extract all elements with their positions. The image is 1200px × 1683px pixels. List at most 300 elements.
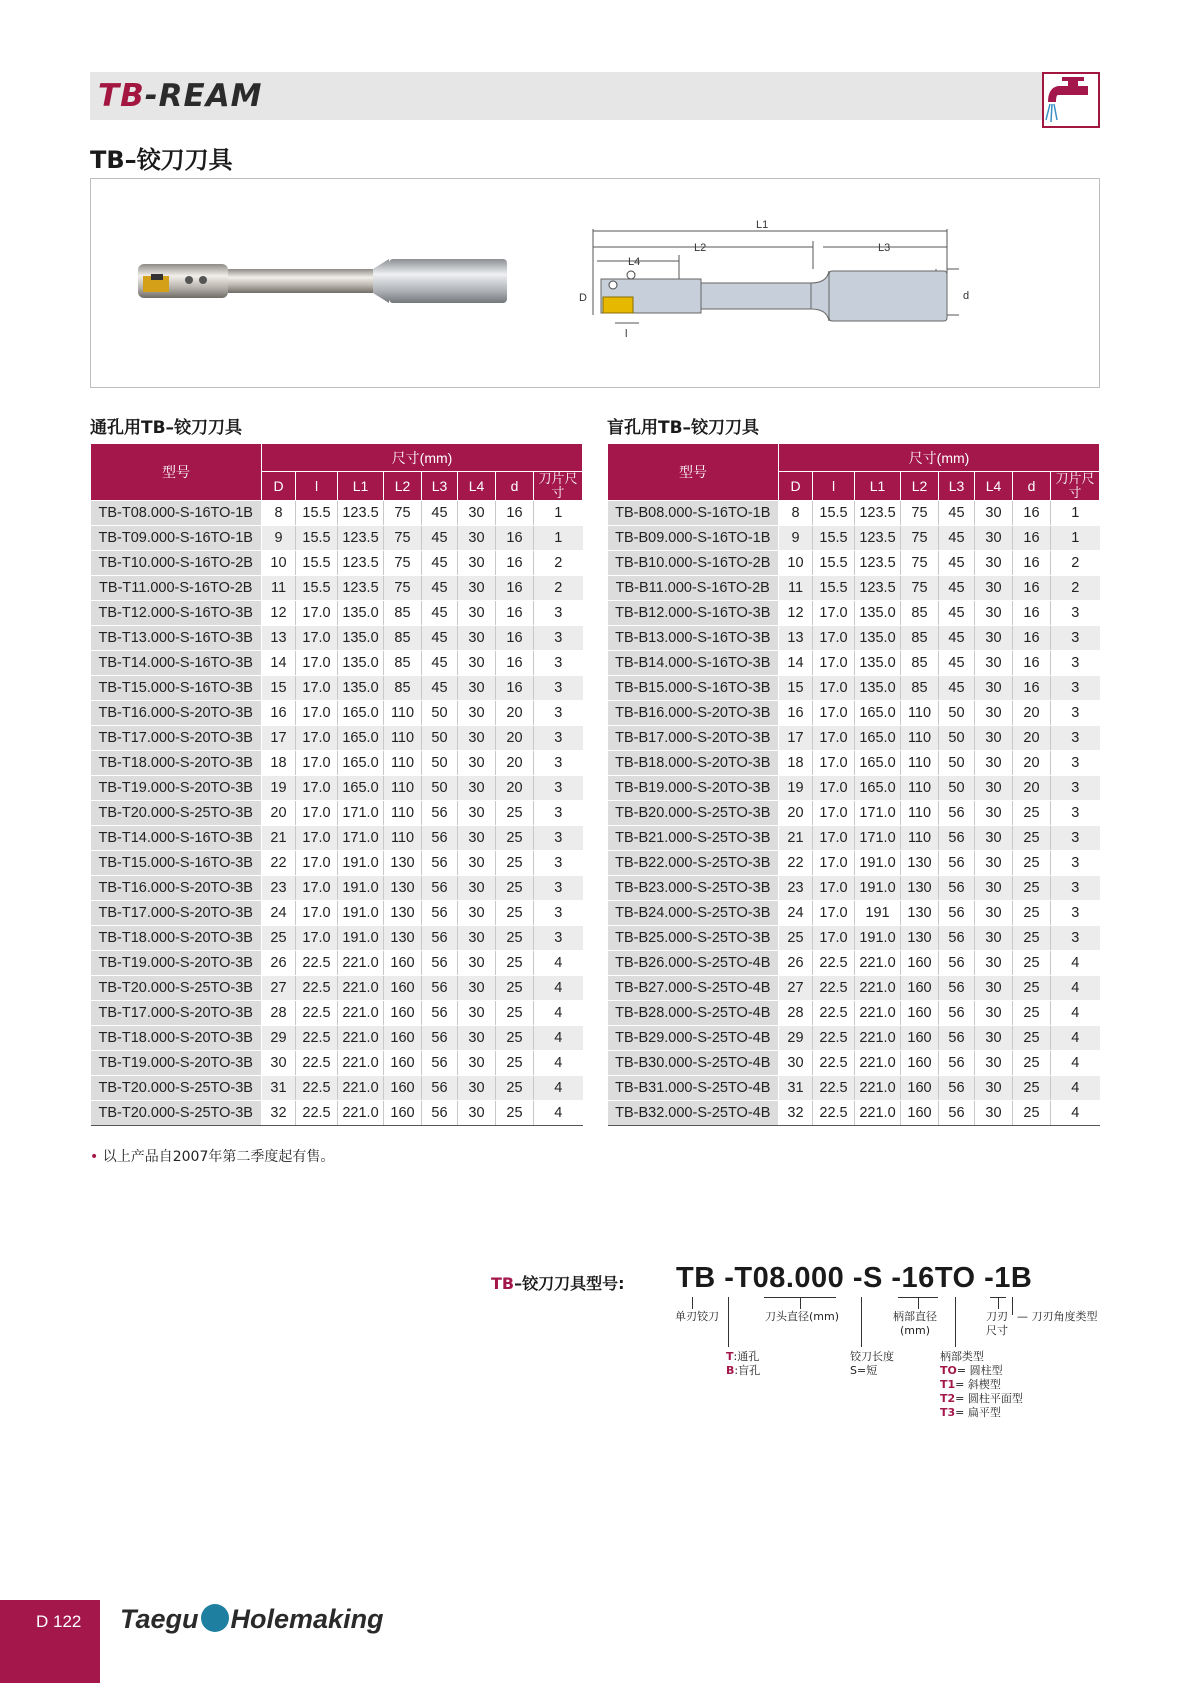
value-cell: 20 (496, 751, 534, 776)
model-cell: TB-B15.000-S-16TO-3B (608, 676, 779, 701)
value-cell: 30 (975, 751, 1013, 776)
value-cell: 160 (901, 976, 939, 1001)
col-L4: L4 (458, 472, 496, 501)
model-cell: TB-T19.000-S-20TO-3B (91, 951, 262, 976)
value-cell: 110 (901, 751, 939, 776)
value-cell: 30 (458, 726, 496, 751)
col-L1: L1 (855, 472, 901, 501)
model-cell: TB-B16.000-S-20TO-3B (608, 701, 779, 726)
model-cell: TB-B22.000-S-25TO-3B (608, 851, 779, 876)
value-cell: 191.0 (338, 876, 384, 901)
value-cell: 16 (496, 676, 534, 701)
value-cell: 160 (384, 1076, 422, 1101)
value-cell: 30 (975, 551, 1013, 576)
value-cell: 130 (901, 901, 939, 926)
table-row (608, 801, 1100, 826)
table-row (91, 601, 583, 626)
table-row (608, 601, 1100, 626)
table-row (91, 526, 583, 551)
value-cell: 17.0 (296, 801, 338, 826)
table-row (91, 501, 583, 526)
value-cell: 11 (262, 576, 296, 601)
value-cell: 30 (458, 851, 496, 876)
value-cell: 30 (975, 1001, 1013, 1026)
value-cell: 56 (422, 876, 458, 901)
value-cell: 160 (384, 1101, 422, 1126)
value-cell: 16 (1013, 551, 1051, 576)
value-cell: 9 (779, 526, 813, 551)
company-emblem-icon (201, 1604, 229, 1632)
value-cell: 16 (1013, 626, 1051, 651)
value-cell: 20 (1013, 776, 1051, 801)
value-cell: 75 (384, 551, 422, 576)
value-cell: 45 (422, 601, 458, 626)
brand-logo: TB-REAM (98, 78, 263, 114)
value-cell: 2 (1051, 576, 1100, 601)
value-cell: 30 (975, 776, 1013, 801)
table-row (91, 1076, 583, 1101)
model-cell: TB-B17.000-S-20TO-3B (608, 726, 779, 751)
value-cell: 56 (422, 801, 458, 826)
value-cell: 25 (779, 926, 813, 951)
model-cell: TB-B23.000-S-25TO-3B (608, 876, 779, 901)
value-cell: 21 (779, 826, 813, 851)
value-cell: 25 (1013, 901, 1051, 926)
label-l: l (625, 328, 628, 340)
value-cell: 15.5 (296, 501, 338, 526)
value-cell: 13 (262, 626, 296, 651)
table-row (608, 1076, 1100, 1101)
value-cell: 130 (901, 851, 939, 876)
value-cell: 10 (779, 551, 813, 576)
value-cell: 17.0 (813, 801, 855, 826)
value-cell: 3 (534, 876, 583, 901)
model-cell: TB-T16.000-S-20TO-3B (91, 701, 262, 726)
value-cell: 22 (779, 851, 813, 876)
label-D: D (579, 292, 587, 304)
model-cell: TB-T20.000-S-25TO-3B (91, 801, 262, 826)
model-cell: TB-T08.000-S-16TO-1B (91, 501, 262, 526)
value-cell: 30 (262, 1051, 296, 1076)
value-cell: 221.0 (855, 1051, 901, 1076)
table-row (91, 801, 583, 826)
value-cell: 25 (1013, 876, 1051, 901)
value-cell: 30 (975, 826, 1013, 851)
model-cell: TB-B21.000-S-25TO-3B (608, 826, 779, 851)
value-cell: 31 (262, 1076, 296, 1101)
label-d: d (963, 290, 970, 302)
value-cell: 56 (939, 1001, 975, 1026)
table-row (608, 951, 1100, 976)
value-cell: 26 (779, 951, 813, 976)
model-code-label: TB–铰刀刀具型号: (491, 1274, 625, 1293)
value-cell: 11 (779, 576, 813, 601)
value-cell: 45 (422, 626, 458, 651)
value-cell: 221.0 (338, 951, 384, 976)
value-cell: 22.5 (296, 976, 338, 1001)
value-cell: 171.0 (338, 801, 384, 826)
value-cell: 221.0 (855, 1001, 901, 1026)
col-L2: L2 (901, 472, 939, 501)
value-cell: 30 (458, 1026, 496, 1051)
value-cell: 19 (262, 776, 296, 801)
value-cell: 15.5 (296, 526, 338, 551)
value-cell: 25 (496, 851, 534, 876)
value-cell: 56 (939, 951, 975, 976)
value-cell: 160 (901, 1076, 939, 1101)
value-cell: 30 (975, 1051, 1013, 1076)
value-cell: 45 (422, 651, 458, 676)
value-cell: 3 (1051, 901, 1100, 926)
value-cell: 25 (1013, 1001, 1051, 1026)
value-cell: 30 (458, 551, 496, 576)
value-cell: 3 (534, 676, 583, 701)
table-row (608, 751, 1100, 776)
value-cell: 56 (422, 901, 458, 926)
value-cell: 110 (384, 726, 422, 751)
company-logo: Taegu Holemaking (120, 1604, 384, 1634)
table-row (91, 851, 583, 876)
value-cell: 110 (384, 826, 422, 851)
col-L3: L3 (422, 472, 458, 501)
value-cell: 123.5 (338, 551, 384, 576)
value-cell: 56 (422, 826, 458, 851)
value-cell: 16 (496, 626, 534, 651)
value-cell: 1 (534, 501, 583, 526)
model-cell: TB-B25.000-S-25TO-3B (608, 926, 779, 951)
value-cell: 85 (901, 651, 939, 676)
table-row (608, 876, 1100, 901)
value-cell: 20 (1013, 701, 1051, 726)
value-cell: 17.0 (296, 601, 338, 626)
value-cell: 30 (975, 501, 1013, 526)
value-cell: 30 (458, 776, 496, 801)
value-cell: 17.0 (813, 726, 855, 751)
value-cell: 4 (534, 951, 583, 976)
code-tick (998, 1297, 999, 1309)
value-cell: 3 (534, 826, 583, 851)
expl-shank-diameter: 柄部直径 (mm) (893, 1310, 937, 1337)
value-cell: 14 (779, 651, 813, 676)
value-cell: 12 (779, 601, 813, 626)
value-cell: 4 (534, 1101, 583, 1126)
table-row (91, 551, 583, 576)
model-cell: TB-T16.000-S-20TO-3B (91, 876, 262, 901)
value-cell: 165.0 (338, 776, 384, 801)
value-cell: 50 (422, 776, 458, 801)
value-cell: 3 (534, 601, 583, 626)
model-cell: TB-T09.000-S-16TO-1B (91, 526, 262, 551)
page-number: D 122 (36, 1612, 82, 1631)
value-cell: 56 (939, 901, 975, 926)
value-cell: 25 (496, 1101, 534, 1126)
code-tick (861, 1297, 862, 1347)
expl-blade-size: 刀刃 尺寸 (986, 1310, 1008, 1337)
label-L1: L1 (756, 219, 769, 231)
table-row (91, 776, 583, 801)
model-cell: TB-B10.000-S-16TO-2B (608, 551, 779, 576)
value-cell: 12 (262, 601, 296, 626)
table-row (608, 501, 1100, 526)
reamer-dimension-drawing (579, 179, 1091, 387)
value-cell: 85 (384, 601, 422, 626)
value-cell: 3 (1051, 626, 1100, 651)
value-cell: 30 (458, 901, 496, 926)
value-cell: 4 (534, 1001, 583, 1026)
value-cell: 135.0 (338, 651, 384, 676)
value-cell: 56 (939, 826, 975, 851)
value-cell: 2 (534, 551, 583, 576)
table-row (608, 851, 1100, 876)
model-cell: TB-T14.000-S-16TO-3B (91, 651, 262, 676)
value-cell: 3 (534, 776, 583, 801)
value-cell: 123.5 (855, 526, 901, 551)
value-cell: 171.0 (855, 826, 901, 851)
value-cell: 123.5 (855, 551, 901, 576)
value-cell: 165.0 (855, 726, 901, 751)
model-code-example: TB -T08.000 -S -16TO -1B (676, 1262, 1033, 1294)
value-cell: 26 (262, 951, 296, 976)
value-cell: 25 (496, 1026, 534, 1051)
value-cell: 56 (422, 926, 458, 951)
blind-spec-table (607, 443, 1100, 1126)
col-L2: L2 (384, 472, 422, 501)
value-cell: 22.5 (813, 951, 855, 976)
value-cell: 22.5 (296, 1051, 338, 1076)
model-cell: TB-B13.000-S-16TO-3B (608, 626, 779, 651)
value-cell: 56 (422, 1026, 458, 1051)
value-cell: 17.0 (296, 851, 338, 876)
value-cell: 4 (1051, 1026, 1100, 1051)
value-cell: 25 (496, 1001, 534, 1026)
value-cell: 30 (975, 851, 1013, 876)
value-cell: 30 (975, 876, 1013, 901)
value-cell: 221.0 (338, 1026, 384, 1051)
model-cell: TB-T15.000-S-16TO-3B (91, 851, 262, 876)
coolant-faucet-icon (1042, 72, 1100, 128)
label-L4: L4 (628, 256, 641, 268)
value-cell: 191.0 (855, 926, 901, 951)
col-l: l (813, 472, 855, 501)
col-D: D (779, 472, 813, 501)
value-cell: 16 (496, 551, 534, 576)
model-cell: TB-B31.000-S-25TO-4B (608, 1076, 779, 1101)
value-cell: 165.0 (855, 776, 901, 801)
value-cell: 110 (901, 776, 939, 801)
code-tick (918, 1297, 919, 1309)
value-cell: 2 (534, 576, 583, 601)
value-cell: 25 (1013, 1051, 1051, 1076)
value-cell: 56 (422, 1076, 458, 1101)
value-cell: 130 (384, 876, 422, 901)
value-cell: 165.0 (338, 726, 384, 751)
through-table-title: 通孔用TB–铰刀刀具 (90, 418, 243, 438)
value-cell: 3 (1051, 876, 1100, 901)
value-cell: 85 (384, 626, 422, 651)
col-D: D (262, 472, 296, 501)
value-cell: 221.0 (338, 1076, 384, 1101)
value-cell: 14 (262, 651, 296, 676)
value-cell: 16 (1013, 576, 1051, 601)
value-cell: 130 (384, 926, 422, 951)
value-cell: 30 (458, 626, 496, 651)
value-cell: 25 (1013, 1101, 1051, 1126)
value-cell: 16 (1013, 651, 1051, 676)
value-cell: 17 (262, 726, 296, 751)
value-cell: 22.5 (296, 1001, 338, 1026)
value-cell: 110 (384, 776, 422, 801)
value-cell: 45 (939, 526, 975, 551)
value-cell: 15.5 (296, 551, 338, 576)
table-row (608, 1001, 1100, 1026)
value-cell: 30 (458, 951, 496, 976)
value-cell: 56 (422, 1001, 458, 1026)
table-row (91, 676, 583, 701)
value-cell: 135.0 (855, 601, 901, 626)
model-cell: TB-B08.000-S-16TO-1B (608, 501, 779, 526)
value-cell: 50 (939, 726, 975, 751)
value-cell: 75 (901, 551, 939, 576)
value-cell: 75 (384, 576, 422, 601)
model-cell: TB-B28.000-S-25TO-4B (608, 1001, 779, 1026)
value-cell: 17.0 (296, 926, 338, 951)
value-cell: 30 (975, 576, 1013, 601)
value-cell: 22.5 (296, 1026, 338, 1051)
value-cell: 50 (422, 701, 458, 726)
value-cell: 130 (384, 901, 422, 926)
value-cell: 16 (496, 576, 534, 601)
value-cell: 123.5 (338, 501, 384, 526)
value-cell: 30 (458, 526, 496, 551)
value-cell: 50 (422, 726, 458, 751)
value-cell: 165.0 (338, 701, 384, 726)
value-cell: 17.0 (296, 701, 338, 726)
table-row (91, 726, 583, 751)
value-cell: 191 (855, 901, 901, 926)
value-cell: 110 (901, 701, 939, 726)
col-model: 型号 (91, 444, 262, 501)
model-cell: TB-T19.000-S-20TO-3B (91, 776, 262, 801)
value-cell: 19 (779, 776, 813, 801)
value-cell: 16 (1013, 676, 1051, 701)
value-cell: 30 (975, 701, 1013, 726)
value-cell: 30 (458, 1051, 496, 1076)
value-cell: 15 (262, 676, 296, 701)
col-l: l (296, 472, 338, 501)
value-cell: 171.0 (338, 826, 384, 851)
value-cell: 30 (458, 926, 496, 951)
value-cell: 165.0 (338, 751, 384, 776)
model-cell: TB-T14.000-S-16TO-3B (91, 826, 262, 851)
value-cell: 3 (534, 926, 583, 951)
value-cell: 56 (422, 1051, 458, 1076)
value-cell: 30 (779, 1051, 813, 1076)
value-cell: 17.0 (813, 851, 855, 876)
blind-table-title: 盲孔用TB–铰刀刀具 (607, 418, 760, 438)
value-cell: 25 (496, 1076, 534, 1101)
value-cell: 31 (779, 1076, 813, 1101)
value-cell: 23 (779, 876, 813, 901)
model-cell: TB-T11.000-S-16TO-2B (91, 576, 262, 601)
value-cell: 221.0 (855, 976, 901, 1001)
value-cell: 130 (384, 851, 422, 876)
value-cell: 18 (779, 751, 813, 776)
value-cell: 30 (458, 826, 496, 851)
model-cell: TB-B24.000-S-25TO-3B (608, 901, 779, 926)
value-cell: 221.0 (855, 1101, 901, 1126)
value-cell: 20 (496, 726, 534, 751)
value-cell: 160 (901, 1051, 939, 1076)
value-cell: 56 (939, 1051, 975, 1076)
model-cell: TB-B29.000-S-25TO-4B (608, 1026, 779, 1051)
value-cell: 20 (262, 801, 296, 826)
availability-note: • 以上产品自2007年第二季度起有售。 (90, 1149, 335, 1165)
value-cell: 28 (262, 1001, 296, 1026)
value-cell: 30 (458, 1001, 496, 1026)
value-cell: 8 (262, 501, 296, 526)
value-cell: 3 (1051, 651, 1100, 676)
value-cell: 15.5 (813, 501, 855, 526)
value-cell: 56 (422, 976, 458, 1001)
value-cell: 17.0 (813, 826, 855, 851)
col-size-group: 尺寸(mm) (262, 444, 583, 472)
value-cell: 25 (496, 876, 534, 901)
model-cell: TB-B26.000-S-25TO-4B (608, 951, 779, 976)
value-cell: 17.0 (813, 626, 855, 651)
value-cell: 30 (975, 601, 1013, 626)
value-cell: 22.5 (813, 1076, 855, 1101)
value-cell: 15 (779, 676, 813, 701)
value-cell: 22.5 (296, 1076, 338, 1101)
value-cell: 16 (1013, 601, 1051, 626)
value-cell: 25 (496, 1051, 534, 1076)
value-cell: 17.0 (296, 651, 338, 676)
value-cell: 45 (422, 576, 458, 601)
value-cell: 56 (939, 1026, 975, 1051)
table-row (91, 626, 583, 651)
page-title: TB–铰刀刀具 (90, 146, 233, 174)
col-d: d (1013, 472, 1051, 501)
code-tick (728, 1297, 729, 1347)
value-cell: 17.0 (296, 676, 338, 701)
value-cell: 20 (1013, 726, 1051, 751)
value-cell: 30 (458, 876, 496, 901)
value-cell: 191.0 (338, 851, 384, 876)
value-cell: 160 (901, 1026, 939, 1051)
value-cell: 130 (901, 876, 939, 901)
model-cell: TB-B09.000-S-16TO-1B (608, 526, 779, 551)
value-cell: 45 (422, 676, 458, 701)
value-cell: 75 (901, 526, 939, 551)
value-cell: 25 (496, 926, 534, 951)
label-L3: L3 (878, 242, 891, 254)
value-cell: 17.0 (296, 776, 338, 801)
value-cell: 25 (1013, 951, 1051, 976)
value-cell: 110 (384, 751, 422, 776)
model-cell: TB-T15.000-S-16TO-3B (91, 676, 262, 701)
value-cell: 45 (939, 601, 975, 626)
value-cell: 30 (975, 801, 1013, 826)
col-L1: L1 (338, 472, 384, 501)
value-cell: 16 (262, 701, 296, 726)
value-cell: 25 (1013, 851, 1051, 876)
value-cell: 25 (262, 926, 296, 951)
value-cell: 30 (458, 676, 496, 701)
value-cell: 30 (975, 926, 1013, 951)
table-row (91, 876, 583, 901)
value-cell: 45 (939, 576, 975, 601)
value-cell: 85 (901, 601, 939, 626)
